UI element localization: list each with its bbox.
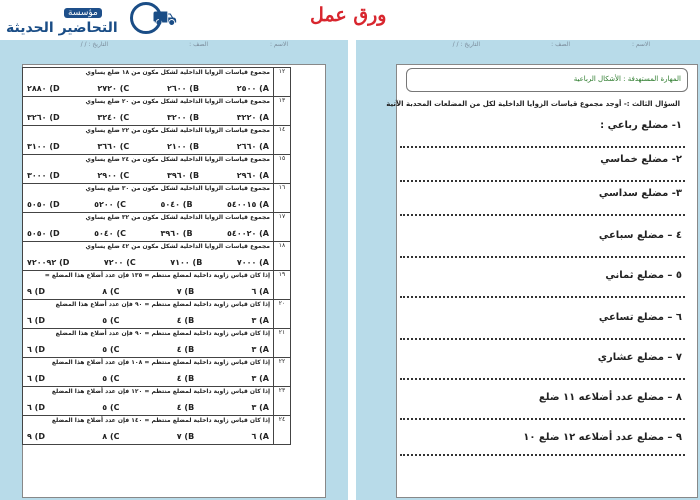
question-cell bbox=[23, 329, 274, 358]
option-b: ٧ (B bbox=[176, 432, 195, 441]
question-number: ١٩ bbox=[274, 271, 291, 300]
option-c: ٨ (C bbox=[102, 287, 120, 296]
logo-title: التحاضير الحديثة bbox=[6, 20, 118, 36]
answer-line[interactable] bbox=[400, 454, 685, 456]
answer-options bbox=[23, 371, 273, 386]
answer-line[interactable] bbox=[400, 338, 685, 340]
question-instruction: السؤال الثالث :- أوجد مجموع قياسات الزوايا الداخلية لكل من المضلعات المحدبة الآتية bbox=[386, 100, 680, 108]
question-row bbox=[23, 97, 291, 126]
question-number: ٢١ bbox=[274, 329, 291, 358]
option-c: ٢٩٠٠ (C bbox=[97, 171, 130, 180]
header-class: الصف : bbox=[189, 41, 208, 48]
option-d: ٣٢٦٠ (D bbox=[27, 113, 60, 122]
option-b: ٢١٠٠ (B bbox=[166, 142, 200, 151]
polygon-item: ٣- مضلع سداسي bbox=[598, 188, 682, 199]
question-cell bbox=[23, 97, 274, 126]
option-a: ٣ (A bbox=[251, 345, 269, 354]
question-row bbox=[23, 242, 291, 271]
header-class-right: الصف : bbox=[551, 41, 570, 48]
answer-options bbox=[23, 429, 273, 444]
option-b: ٤ (B bbox=[176, 403, 195, 412]
question-row bbox=[23, 329, 291, 358]
answer-line[interactable] bbox=[400, 146, 685, 148]
question-cell bbox=[23, 184, 274, 213]
question-text: إذا كان قياس زاوية داخلية لمضلع منتظم = ١٣٥ فإن عدد أضلاع هذا المضلع = bbox=[44, 272, 270, 279]
question-number: ٢٢ bbox=[274, 358, 291, 387]
option-b: ٣٢٠٠ (B bbox=[166, 113, 200, 122]
option-a: ٥٤٠٠١٥ (A bbox=[227, 200, 269, 209]
top-bar bbox=[0, 0, 700, 40]
header-name: الاسم : bbox=[269, 41, 288, 48]
question-number: ٢٠ bbox=[274, 300, 291, 329]
question-number: ١٦ bbox=[274, 184, 291, 213]
option-a: ٣ (A bbox=[251, 374, 269, 383]
option-b: ٧ (B bbox=[176, 287, 195, 296]
option-c: ٣٢٤٠ (C bbox=[97, 113, 130, 122]
question-row bbox=[23, 68, 291, 97]
question-text: إذا كان قياس زاوية داخلية لمضلع منتظم = ٩٠ فإن عدد أضلاع هذا المضلع bbox=[55, 330, 270, 337]
question-number: ١٢ bbox=[274, 68, 291, 97]
question-row bbox=[23, 387, 291, 416]
question-text: مجموع قياسات الزوايا الداخلية لشكل مكون من ٣٢ ضلع يساوي bbox=[85, 214, 270, 221]
option-d: ٢٨٨٠ (D bbox=[27, 84, 60, 93]
question-cell bbox=[23, 300, 274, 329]
polygon-item: ٤ – مضلع سباعي bbox=[598, 230, 682, 241]
question-cell bbox=[23, 387, 274, 416]
question-row bbox=[23, 184, 291, 213]
question-cell bbox=[23, 213, 274, 242]
question-text: إذا كان قياس زاوية داخلية لمضلع منتظم = ١٢٠ فإن عدد أضلاع هذا المضلع bbox=[51, 388, 270, 395]
polygon-item: ٩ – مضلع عدد أضلاعه ١٢ ضلع ١٠ bbox=[523, 432, 682, 443]
question-text: مجموع قياسات الزوايا الداخلية لشكل مكون من ٢٤ ضلع يساوي bbox=[85, 156, 270, 163]
option-b: ٧١٠٠ (B bbox=[170, 258, 203, 267]
question-row bbox=[23, 300, 291, 329]
question-number: ١٥ bbox=[274, 155, 291, 184]
question-text: مجموع قياسات الزوايا الداخلية لشكل مكون من ٢٠ ضلع يساوي bbox=[85, 98, 270, 105]
answer-line[interactable] bbox=[400, 180, 685, 182]
option-a: ٣ (A bbox=[251, 316, 269, 325]
answer-line[interactable] bbox=[400, 296, 685, 298]
answer-line[interactable] bbox=[400, 214, 685, 216]
question-number: ١٤ bbox=[274, 126, 291, 155]
polygon-item: ١- مضلع رباعي : bbox=[600, 120, 682, 131]
option-d: ٥٠٥٠ (D bbox=[27, 200, 60, 209]
option-a: ٦ (A bbox=[251, 432, 269, 441]
answer-options bbox=[23, 168, 273, 183]
question-row bbox=[23, 155, 291, 184]
answer-options bbox=[23, 284, 273, 299]
option-c: ٥ (C bbox=[102, 374, 120, 383]
option-d: ٦ (D bbox=[27, 345, 45, 354]
question-row bbox=[23, 416, 291, 445]
question-number: ١٣ bbox=[274, 97, 291, 126]
polygon-item: ٥ – مضلع ثماني bbox=[605, 270, 682, 281]
option-c: ٨ (C bbox=[102, 432, 120, 441]
option-a: ٦ (A bbox=[251, 287, 269, 296]
option-d: ٦ (D bbox=[27, 403, 45, 412]
option-c: ٥٢٠٠ (C bbox=[94, 200, 126, 209]
option-b: ٢٦٠٠ (B bbox=[166, 84, 200, 93]
option-a: ٢٩٦٠ (A bbox=[236, 171, 269, 180]
brand-logo bbox=[2, 2, 182, 38]
question-number: ١٧ bbox=[274, 213, 291, 242]
option-a: ٧٠٠٠ (A bbox=[236, 258, 269, 267]
question-text: مجموع قياسات الزوايا الداخلية لشكل مكون من ١٨ ضلع يساوي bbox=[85, 69, 270, 76]
option-b: ٤ (B bbox=[176, 374, 195, 383]
skill-box bbox=[406, 68, 688, 92]
question-text: إذا كان قياس زاوية داخلية لمضلع منتظم = ١٤٠ فإن عدد أضلاع هذا المضلع bbox=[51, 417, 270, 424]
question-cell bbox=[23, 68, 274, 97]
option-d: ٩ (D bbox=[27, 287, 45, 296]
question-cell bbox=[23, 271, 274, 300]
option-a: ٣ (A bbox=[251, 403, 269, 412]
option-c: ٥ (C bbox=[102, 403, 120, 412]
answer-options bbox=[23, 81, 273, 96]
option-c: ٥ (C bbox=[102, 345, 120, 354]
option-c: ٥ (C bbox=[102, 316, 120, 325]
question-number: ١٨ bbox=[274, 242, 291, 271]
option-d: ٩ (D bbox=[27, 432, 45, 441]
option-a: ٢٦٦٠ (A bbox=[236, 142, 269, 151]
question-text: مجموع قياسات الزوايا الداخلية لشكل مكون من ٣٠ ضلع يساوي bbox=[85, 185, 270, 192]
answer-options bbox=[23, 313, 273, 328]
option-d: ٦ (D bbox=[27, 374, 45, 383]
question-row bbox=[23, 358, 291, 387]
option-b: ٣٩٦٠ (B bbox=[160, 229, 193, 238]
question-cell bbox=[23, 416, 274, 445]
question-cell bbox=[23, 242, 274, 271]
polygon-item: ٨ – مضلع عدد أضلاعه ١١ ضلع bbox=[538, 392, 682, 403]
option-d: ٣١٠٠ (D bbox=[27, 142, 60, 151]
option-a: ٣٢٢٠ (A bbox=[236, 113, 269, 122]
option-a: ٢٥٠٠ (A bbox=[236, 84, 269, 93]
question-text: مجموع قياسات الزوايا الداخلية لشكل مكون من ٤٢ ضلع يساوي bbox=[85, 243, 270, 250]
skill-label: المهارة المستهدفة : الأشكال الرباعية bbox=[573, 75, 681, 83]
header-name-right: الاسم : bbox=[631, 41, 650, 48]
answer-options bbox=[23, 139, 273, 154]
option-b: ٤ (B bbox=[176, 345, 195, 354]
question-text: إذا كان قياس زاوية داخلية لمضلع منتظم = ٩٠ فإن عدد أضلاع هذا المضلع bbox=[55, 301, 270, 308]
question-row bbox=[23, 271, 291, 300]
question-row bbox=[23, 213, 291, 242]
option-d: ٣٠٠٠ (D bbox=[27, 171, 60, 180]
polygon-item: ٢- مضلع خماسي bbox=[600, 154, 682, 165]
answer-options bbox=[23, 255, 273, 270]
polygon-item: ٦ – مضلع تساعي bbox=[598, 312, 682, 323]
question-cell bbox=[23, 358, 274, 387]
option-c: ٢٧٢٠ (C bbox=[97, 84, 130, 93]
option-d: ٦ (D bbox=[27, 316, 45, 325]
option-b: ٥٠٤٠ (B bbox=[160, 200, 193, 209]
answer-options bbox=[23, 342, 273, 357]
questions-table bbox=[22, 67, 291, 445]
truck-icon: ⛟ bbox=[152, 6, 178, 30]
logo-subtitle: مؤسسة bbox=[64, 8, 102, 18]
option-b: ٣٩٦٠ (B bbox=[166, 171, 200, 180]
answer-options bbox=[23, 226, 273, 241]
question-cell bbox=[23, 155, 274, 184]
question-text: مجموع قياسات الزوايا الداخلية لشكل مكون من ٢٢ ضلع يساوي bbox=[85, 127, 270, 134]
page-title: ورق عمل bbox=[310, 4, 387, 26]
answer-options bbox=[23, 110, 273, 125]
option-a: ٥٤٠٠٢٠ (A bbox=[227, 229, 269, 238]
option-c: ٥٠٤٠ (C bbox=[94, 229, 126, 238]
option-c: ٣٦٦٠ (C bbox=[97, 142, 130, 151]
answer-line[interactable] bbox=[400, 378, 685, 380]
answer-options bbox=[23, 197, 273, 212]
option-b: ٤ (B bbox=[176, 316, 195, 325]
answer-line[interactable] bbox=[400, 418, 685, 420]
polygon-item: ٧ – مضلع عشاري bbox=[597, 352, 682, 363]
answer-options bbox=[23, 400, 273, 415]
option-d: ٧٢٠٠٩٢ (D bbox=[27, 258, 70, 267]
question-cell bbox=[23, 126, 274, 155]
option-d: ٥٠٥٠ (D bbox=[27, 229, 60, 238]
question-number: ٢٣ bbox=[274, 387, 291, 416]
header-date-right: التاريخ : / / bbox=[452, 41, 480, 48]
question-number: ٢٤ bbox=[274, 416, 291, 445]
option-c: ٧٢٠٠ (C bbox=[103, 258, 136, 267]
question-text: إذا كان قياس زاوية داخلية لمضلع منتظم = ١٠٨ فإن عدد أضلاع هذا المضلع bbox=[51, 359, 270, 366]
answer-line[interactable] bbox=[400, 256, 685, 258]
header-date: التاريخ : / / bbox=[80, 41, 108, 48]
question-row bbox=[23, 126, 291, 155]
